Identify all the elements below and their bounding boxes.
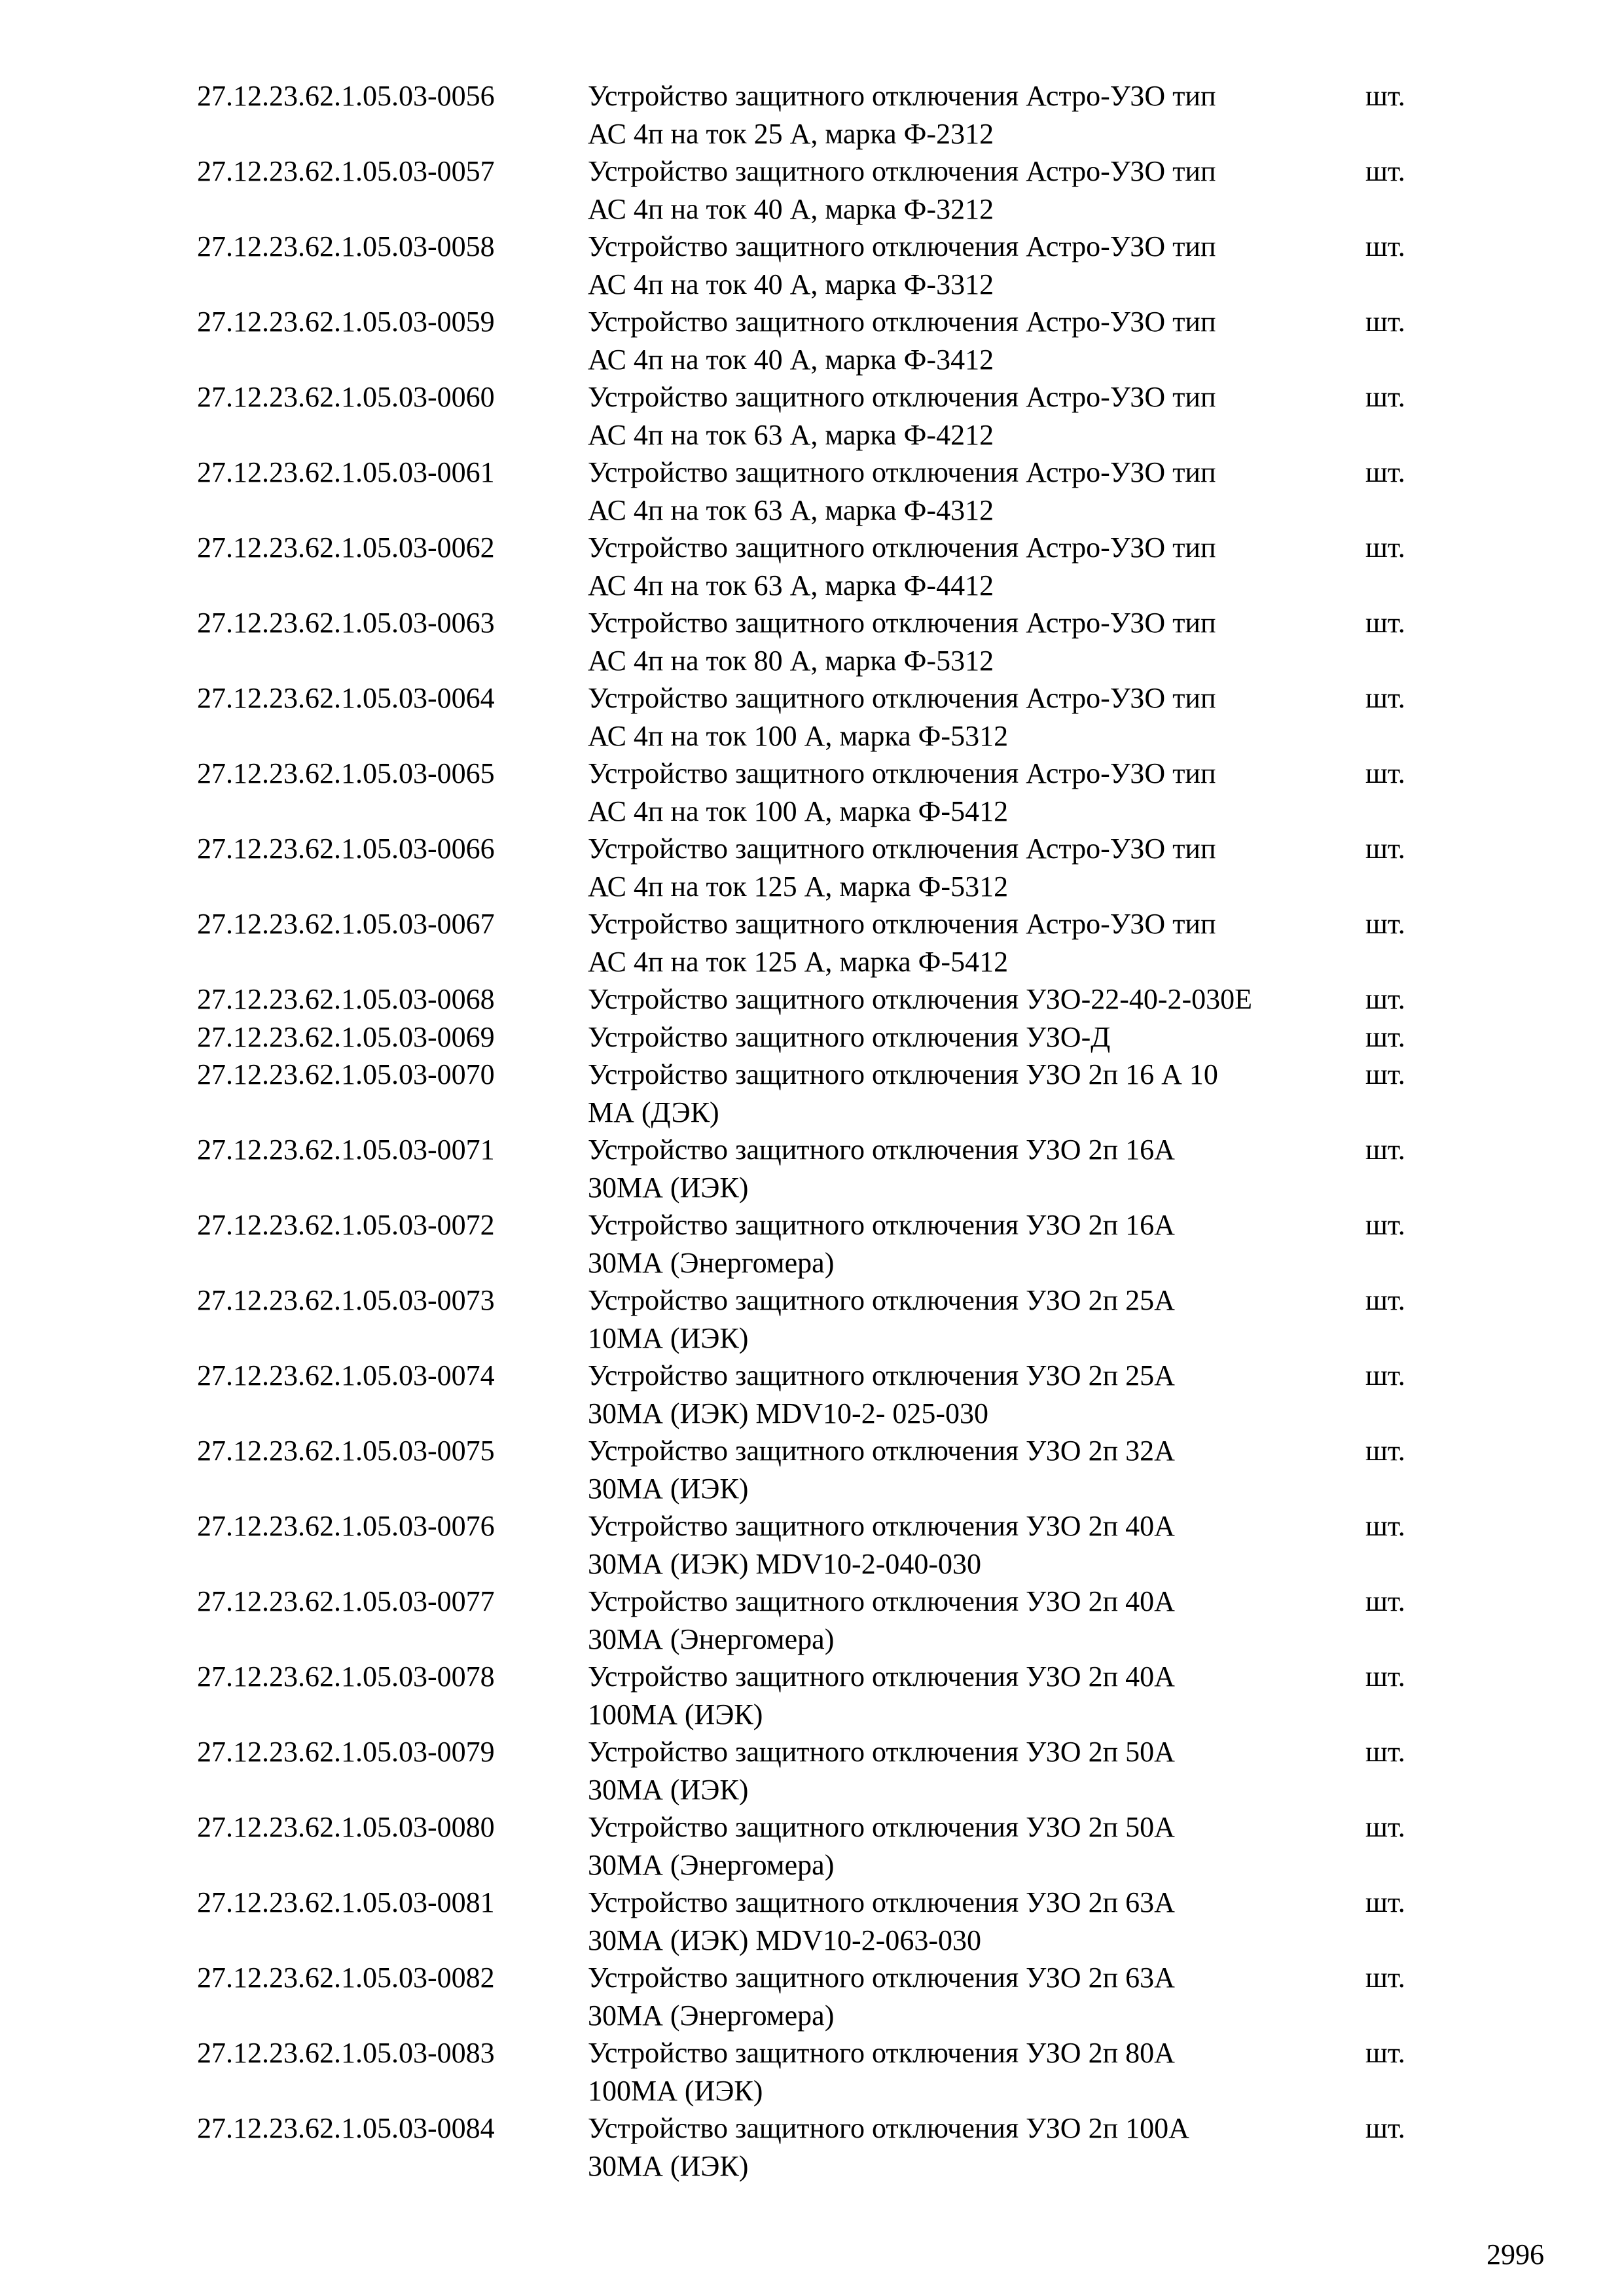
item-unit: шт. — [1365, 306, 1405, 338]
item-unit: шт. — [1365, 757, 1405, 789]
item-name-line: Устройство защитного отключения Астро-УЗО тип — [588, 531, 1216, 564]
item-unit: шт. — [1365, 1510, 1405, 1542]
item-unit: шт. — [1365, 1886, 1405, 1918]
item-name — [588, 529, 1360, 604]
item-name-line: Устройство защитного отключения Астро-УЗО тип — [588, 80, 1216, 112]
item-name — [588, 679, 1360, 755]
item-code: 27.12.23.62.1.05.03-0077 — [197, 1585, 495, 1617]
item-code: 27.12.23.62.1.05.03-0069 — [197, 1020, 495, 1053]
item-code: 27.12.23.62.1.05.03-0066 — [197, 833, 495, 865]
table-row — [197, 454, 1441, 529]
item-code: 27.12.23.62.1.05.03-0064 — [197, 682, 495, 714]
table-row — [197, 529, 1441, 604]
item-name — [588, 1131, 1360, 1206]
table-row — [197, 1658, 1441, 1733]
item-name-line: Устройство защитного отключения УЗО 2п 40А — [588, 1510, 1175, 1542]
item-code: 27.12.23.62.1.05.03-0059 — [197, 306, 495, 338]
item-name-line: 30МА (ИЭК) — [588, 2149, 749, 2182]
item-name — [588, 378, 1360, 454]
item-name-line: 30МА (ИЭК) MDV10-2-040-030 — [588, 1547, 982, 1580]
table-row — [197, 77, 1441, 152]
table-row — [197, 378, 1441, 454]
item-unit: шт. — [1365, 1058, 1405, 1090]
table-row — [197, 1282, 1441, 1357]
item-name-line: МА (ДЭК) — [588, 1096, 719, 1128]
table-row — [197, 2034, 1441, 2109]
item-name-line: АС 4п на ток 25 А, марка Ф-2312 — [588, 117, 994, 150]
item-code: 27.12.23.62.1.05.03-0084 — [197, 2112, 495, 2144]
item-unit: шт. — [1365, 682, 1405, 714]
table-row — [197, 1808, 1441, 1884]
item-name — [588, 1884, 1360, 1959]
item-unit: шт. — [1365, 1962, 1405, 1994]
item-unit: шт. — [1365, 2112, 1405, 2144]
table-row — [197, 1018, 1441, 1056]
item-code: 27.12.23.62.1.05.03-0065 — [197, 757, 495, 789]
item-unit: шт. — [1365, 1660, 1405, 1693]
item-name — [588, 1959, 1360, 2034]
item-unit: шт. — [1365, 908, 1405, 940]
item-name-line: 30МА (ИЭК) MDV10-2- 025-030 — [588, 1397, 989, 1429]
item-code: 27.12.23.62.1.05.03-0073 — [197, 1284, 495, 1316]
item-name-line: 100МА (ИЭК) — [588, 1698, 763, 1731]
item-name-line: Устройство защитного отключения Астро-УЗО тип — [588, 607, 1216, 639]
item-name-line: Устройство защитного отключения УЗО-22-40-2-030Е — [588, 983, 1253, 1015]
table-row — [197, 1056, 1441, 1131]
item-name-line: АС 4п на ток 125 А, марка Ф-5312 — [588, 870, 1009, 903]
item-name — [588, 1733, 1360, 1808]
item-code: 27.12.23.62.1.05.03-0083 — [197, 2037, 495, 2069]
item-code: 27.12.23.62.1.05.03-0070 — [197, 1058, 495, 1090]
item-unit: шт. — [1365, 1736, 1405, 1768]
table-row — [197, 1884, 1441, 1959]
item-code: 27.12.23.62.1.05.03-0060 — [197, 381, 495, 413]
item-code: 27.12.23.62.1.05.03-0076 — [197, 1510, 495, 1542]
item-name-line: Устройство защитного отключения УЗО 2п 50А — [588, 1811, 1175, 1843]
item-unit: шт. — [1365, 1359, 1405, 1391]
item-unit: шт. — [1365, 607, 1405, 639]
item-unit: шт. — [1365, 1811, 1405, 1843]
table-row — [197, 152, 1441, 228]
table-row — [197, 1131, 1441, 1206]
item-name — [588, 1507, 1360, 1583]
item-name-line: 30МА (ИЭК) — [588, 1773, 749, 1806]
table-row — [197, 604, 1441, 679]
item-name-line: АС 4п на ток 63 А, марка Ф-4412 — [588, 569, 994, 601]
item-name — [588, 1282, 1360, 1357]
item-name-line: Устройство защитного отключения Астро-УЗО тип — [588, 155, 1216, 187]
item-name-line: Устройство защитного отключения УЗО 2п 50А — [588, 1736, 1175, 1768]
item-name-line: 100МА (ИЭК) — [588, 2074, 763, 2107]
item-code: 27.12.23.62.1.05.03-0081 — [197, 1886, 495, 1918]
item-code: 27.12.23.62.1.05.03-0079 — [197, 1736, 495, 1768]
item-name-line: Устройство защитного отключения УЗО 2п 16 А 10 — [588, 1058, 1218, 1090]
item-name-line: АС 4п на ток 100 А, марка Ф-5412 — [588, 795, 1009, 827]
item-name-line: 30МА (Энергомера) — [588, 1246, 835, 1279]
item-name — [588, 755, 1360, 830]
item-name-line: 30МА (ИЭК) — [588, 1171, 749, 1204]
table-row — [197, 303, 1441, 378]
table-row — [197, 1959, 1441, 2034]
item-unit: шт. — [1365, 456, 1405, 488]
item-code: 27.12.23.62.1.05.03-0082 — [197, 1962, 495, 1994]
item-name-line: Устройство защитного отключения УЗО 2п 25А — [588, 1284, 1175, 1316]
table-row — [197, 228, 1441, 303]
item-name-line: АС 4п на ток 63 А, марка Ф-4312 — [588, 493, 994, 526]
item-name — [588, 303, 1360, 378]
item-name-line: Устройство защитного отключения УЗО 2п 63А — [588, 1962, 1175, 1994]
item-code: 27.12.23.62.1.05.03-0063 — [197, 607, 495, 639]
item-code: 27.12.23.62.1.05.03-0062 — [197, 531, 495, 564]
item-name-line: Устройство защитного отключения Астро-УЗО тип — [588, 381, 1216, 413]
item-name — [588, 454, 1360, 529]
item-name — [588, 1018, 1360, 1056]
price-list-table — [197, 77, 1441, 2185]
item-code: 27.12.23.62.1.05.03-0068 — [197, 983, 495, 1015]
item-unit: шт. — [1365, 1435, 1405, 1467]
item-unit: шт. — [1365, 2037, 1405, 2069]
item-unit: шт. — [1365, 1284, 1405, 1316]
item-name-line: АС 4п на ток 63 А, марка Ф-4212 — [588, 418, 994, 451]
item-name-line: Устройство защитного отключения Астро-УЗО тип — [588, 306, 1216, 338]
item-code: 27.12.23.62.1.05.03-0057 — [197, 155, 495, 187]
item-code: 27.12.23.62.1.05.03-0075 — [197, 1435, 495, 1467]
item-name-line: АС 4п на ток 40 А, марка Ф-3212 — [588, 192, 994, 225]
item-name-line: 30МА (Энергомера) — [588, 1623, 835, 1655]
table-row — [197, 1206, 1441, 1282]
item-name-line: Устройство защитного отключения Астро-УЗО тип — [588, 456, 1216, 488]
item-name-line: Устройство защитного отключения Астро-УЗО тип — [588, 757, 1216, 789]
item-unit: шт. — [1365, 1020, 1405, 1053]
item-name — [588, 830, 1360, 905]
item-code: 27.12.23.62.1.05.03-0067 — [197, 908, 495, 940]
item-code: 27.12.23.62.1.05.03-0058 — [197, 230, 495, 262]
item-name-line: Устройство защитного отключения УЗО 2п 100А — [588, 2112, 1189, 2144]
item-name-line: Устройство защитного отключения Астро-УЗО тип — [588, 908, 1216, 940]
item-name-line: Устройство защитного отключения УЗО 2п 40А — [588, 1660, 1175, 1693]
item-name-line: АС 4п на ток 125 А, марка Ф-5412 — [588, 945, 1009, 978]
item-code: 27.12.23.62.1.05.03-0072 — [197, 1209, 495, 1241]
item-name-line: АС 4п на ток 100 А, марка Ф-5312 — [588, 719, 1009, 752]
item-name — [588, 1206, 1360, 1282]
table-row — [197, 1357, 1441, 1432]
item-name-line: АС 4п на ток 80 А, марка Ф-5312 — [588, 644, 994, 677]
table-row — [197, 905, 1441, 980]
item-name — [588, 152, 1360, 228]
item-name — [588, 1658, 1360, 1733]
item-name-line: Устройство защитного отключения УЗО 2п 40А — [588, 1585, 1175, 1617]
item-unit: шт. — [1365, 230, 1405, 262]
table-row — [197, 755, 1441, 830]
table-row — [197, 980, 1441, 1018]
item-code: 27.12.23.62.1.05.03-0080 — [197, 1811, 495, 1843]
item-name-line: Устройство защитного отключения УЗО 2п 16А — [588, 1134, 1175, 1166]
item-name-line: 30МА (Энергомера) — [588, 1999, 835, 2032]
item-unit: шт. — [1365, 155, 1405, 187]
item-unit: шт. — [1365, 1134, 1405, 1166]
item-unit: шт. — [1365, 80, 1405, 112]
item-name-line: Устройство защитного отключения УЗО-Д — [588, 1020, 1111, 1053]
item-name-line: 30МА (Энергомера) — [588, 1848, 835, 1881]
item-name — [588, 77, 1360, 152]
item-unit: шт. — [1365, 381, 1405, 413]
table-row — [197, 830, 1441, 905]
item-name-line: 30МА (ИЭК) MDV10-2-063-030 — [588, 1924, 982, 1956]
item-name — [588, 980, 1360, 1018]
item-name-line: Устройство защитного отключения УЗО 2п 16А — [588, 1209, 1175, 1241]
table-row — [197, 1733, 1441, 1808]
item-name — [588, 905, 1360, 980]
table-row — [197, 679, 1441, 755]
item-code: 27.12.23.62.1.05.03-0061 — [197, 456, 495, 488]
table-row — [197, 1432, 1441, 1507]
item-unit: шт. — [1365, 1209, 1405, 1241]
item-name — [588, 604, 1360, 679]
table-row — [197, 1583, 1441, 1658]
item-name — [588, 2034, 1360, 2109]
item-code: 27.12.23.62.1.05.03-0074 — [197, 1359, 495, 1391]
item-name — [588, 1808, 1360, 1884]
item-unit: шт. — [1365, 983, 1405, 1015]
item-name — [588, 1357, 1360, 1432]
item-name-line: Устройство защитного отключения Астро-УЗО тип — [588, 230, 1216, 262]
item-code: 27.12.23.62.1.05.03-0071 — [197, 1134, 495, 1166]
item-name — [588, 2109, 1360, 2185]
table-row — [197, 1507, 1441, 1583]
table-row — [197, 2109, 1441, 2185]
item-name — [588, 1056, 1360, 1131]
item-name-line: 30МА (ИЭК) — [588, 1472, 749, 1505]
item-name-line: Устройство защитного отключения УЗО 2п 63А — [588, 1886, 1175, 1918]
item-name — [588, 1583, 1360, 1658]
item-name — [588, 228, 1360, 303]
item-unit: шт. — [1365, 833, 1405, 865]
item-code: 27.12.23.62.1.05.03-0078 — [197, 1660, 495, 1693]
item-name-line: АС 4п на ток 40 А, марка Ф-3412 — [588, 343, 994, 376]
item-name-line: Устройство защитного отключения УЗО 2п 32А — [588, 1435, 1175, 1467]
item-name-line: Устройство защитного отключения УЗО 2п 25А — [588, 1359, 1175, 1391]
item-name-line: АС 4п на ток 40 А, марка Ф-3312 — [588, 268, 994, 300]
item-code: 27.12.23.62.1.05.03-0056 — [197, 80, 495, 112]
item-unit: шт. — [1365, 1585, 1405, 1617]
item-name-line: Устройство защитного отключения Астро-УЗО тип — [588, 833, 1216, 865]
item-name-line: Устройство защитного отключения УЗО 2п 80А — [588, 2037, 1175, 2069]
page-number: 2996 — [1487, 2238, 1544, 2270]
item-name — [588, 1432, 1360, 1507]
item-unit: шт. — [1365, 531, 1405, 564]
item-name-line: 10МА (ИЭК) — [588, 1321, 749, 1354]
item-name-line: Устройство защитного отключения Астро-УЗО тип — [588, 682, 1216, 714]
